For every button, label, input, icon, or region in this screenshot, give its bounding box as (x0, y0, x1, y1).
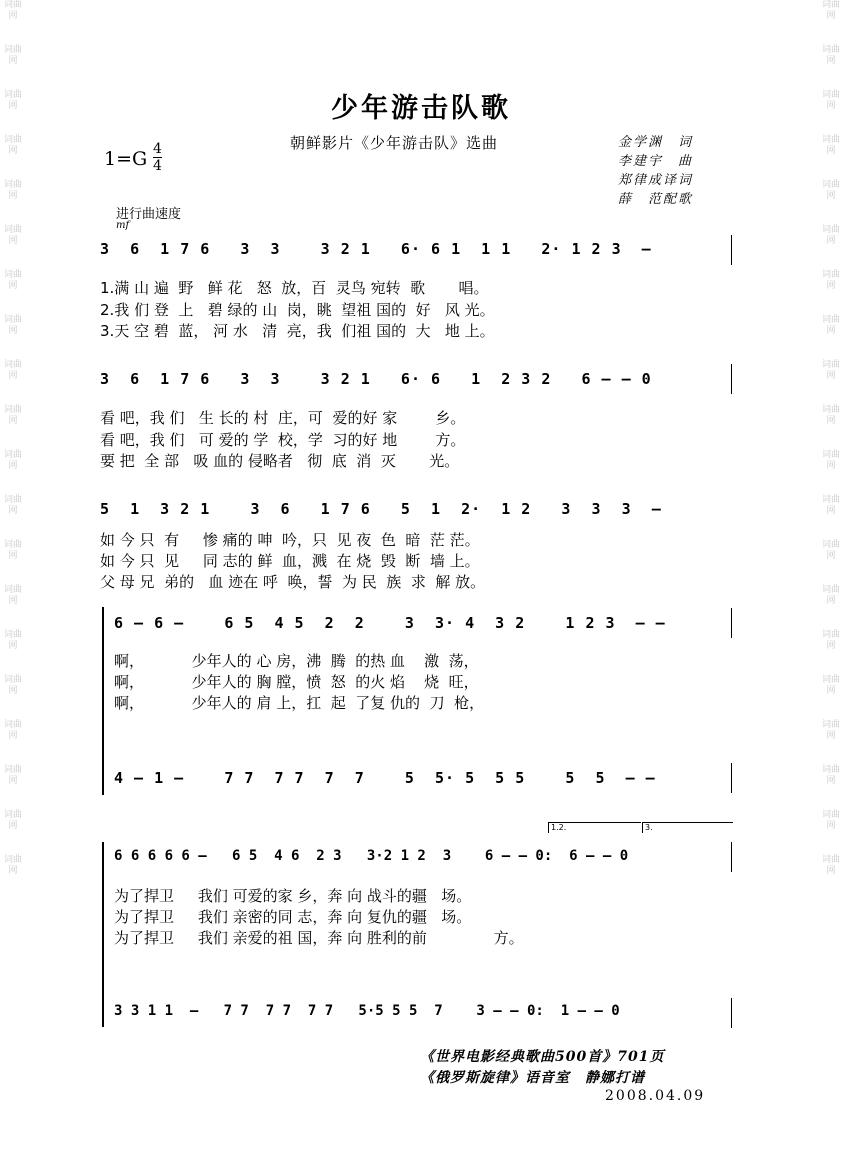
bass-line-5: 3 3 1 1 – 7 7 7 7 7 7 5·5 5 5 7 3 – – 0: 1 – – 0 (114, 1003, 620, 1019)
lyric-verse-2: 看 吧，我 们 可 爱的 学 校，学 习的好 地 方。 (100, 431, 466, 449)
transcription-date: 2008.04.09 (605, 1088, 706, 1104)
final-barline-5b (731, 998, 732, 1028)
volta-second-ending: 3. (642, 822, 733, 833)
lyric-verse-3: 要 把 全 部 吸 血的 侵略者 彻 底 消 灭 光。 (100, 452, 460, 470)
lyric-verse-3: 3.天 空 碧 蓝， 河 水 清 亮，我 们祖 国的 大 地 上。 (100, 322, 495, 340)
lyric-verse-1: 1.满 山 遍 野 鲜 花 怒 放，百 灵鸟 宛转 歌 唱。 (100, 279, 489, 297)
credit-composer: 李建宇 曲 (618, 154, 694, 169)
system-bracket-5 (102, 842, 110, 1027)
melody-line-4: 6 – 6 – 6 5 4 5 2 2 3 3· 4 3 2 1 2 3 – – (114, 614, 666, 632)
credit-lyricist: 金学渊 词 (618, 135, 694, 150)
melody-line-3: 5 1 3 2 1 3 6 1 7 6 5 1 2· 1 2 3 3 3 – (100, 500, 662, 518)
watermark-right: 词曲网 词曲网 词曲网 词曲网 词曲网 词曲网 词曲网 词曲网 词曲网 词曲网 词曲网 词曲网 词曲网 词曲网 词曲网 词曲网 词曲网 词曲网 词曲网 词曲网 (821, 0, 840, 876)
tempo-marking: 进行曲速度 (116, 207, 182, 222)
lyric-verse-1: 为了捍卫 我们 可爱的家 乡，奔 向 战斗的疆 场。 (114, 887, 472, 905)
dynamic-marking: mf (116, 220, 130, 231)
transcriber-credit: 《俄罗斯旋律》语音室 静娜打谱 (420, 1070, 645, 1086)
watermark-left: 词曲网 词曲网 词曲网 词曲网 词曲网 词曲网 词曲网 词曲网 词曲网 词曲网 词曲网 词曲网 词曲网 词曲网 词曲网 词曲网 词曲网 词曲网 词曲网 词曲网 (3, 0, 22, 876)
time-signature-bottom: 4 (153, 158, 162, 174)
credit-translator: 郑律成译词 (618, 173, 694, 188)
lyric-verse-2: 为了捍卫 我们 亲密的同 志，奔 向 复仇的疆 场。 (114, 908, 472, 926)
credit-arranger: 薛 范配歌 (618, 192, 694, 207)
lyric-verse-3: 为了捍卫 我们 亲爱的祖 国，奔 向 胜利的前 方。 (114, 929, 524, 947)
credits (618, 133, 693, 209)
final-barline-4 (731, 608, 732, 638)
lyric-verse-3: 父 母 兄 弟的 血 迹在 呼 唤，誓 为 民 族 求 解 放。 (100, 573, 486, 591)
lyric-verse-1: 如 今 只 有 惨 痛的 呻 吟，只 见 夜 色 暗 茫 茫。 (100, 531, 480, 549)
time-signature (153, 141, 162, 174)
source-reference: 《世界电影经典歌曲500首》701页 (420, 1049, 665, 1065)
lyric-verse-2: 2.我 们 登 上 碧 绿的 山 岗，眺 望祖 国的 好 风 光。 (100, 301, 495, 319)
final-barline-2 (731, 364, 732, 394)
song-title: 少年游击队歌 (331, 93, 511, 124)
subtitle: 朝鲜影片《少年游击队》选曲 (290, 134, 499, 152)
lyric-verse-2: 如 今 只 见 同 志的 鲜 血，溅 在 烧 毁 断 墙 上。 (100, 552, 480, 570)
melody-line-2: 3 6 1 7 6 3 3 3 2 1 6· 6 1 2 3 2 6 – – 0 (100, 370, 652, 388)
melody-line-1: 3 6 1 7 6 3 3 3 2 1 6· 6 1 1 1 2· 1 2 3 – (100, 240, 652, 258)
lyric-verse-2: 啊， 少年人的 胸 膛，愤 怒 的火 焰 烧 旺， (114, 673, 479, 691)
lyric-verse-1: 啊， 少年人的 心 房，沸 腾 的热 血 激 荡， (114, 652, 479, 670)
key-signature: 1=G (104, 148, 148, 170)
melody-line-5: 6 6 6 6 6 – 6 5 4 6 2 3 3·2 1 2 3 6 – – 0: 6 – – 0 (114, 848, 629, 864)
final-barline-4b (731, 763, 732, 793)
time-signature-top: 4 (153, 141, 162, 157)
lyric-verse-1: 看 吧，我 们 生 长的 村 庄，可 爱的好 家 乡。 (100, 409, 466, 427)
lyric-verse-3: 啊， 少年人的 肩 上，扛 起 了复 仇的 刀 枪， (114, 694, 485, 712)
bass-line-4: 4 – 1 – 7 7 7 7 7 7 5 5· 5 5 5 5 5 – – (114, 769, 656, 787)
final-barline-1 (731, 235, 732, 265)
volta-first-ending: 1.2. (548, 822, 641, 833)
final-barline-5 (731, 842, 732, 872)
system-bracket-4 (102, 607, 110, 795)
